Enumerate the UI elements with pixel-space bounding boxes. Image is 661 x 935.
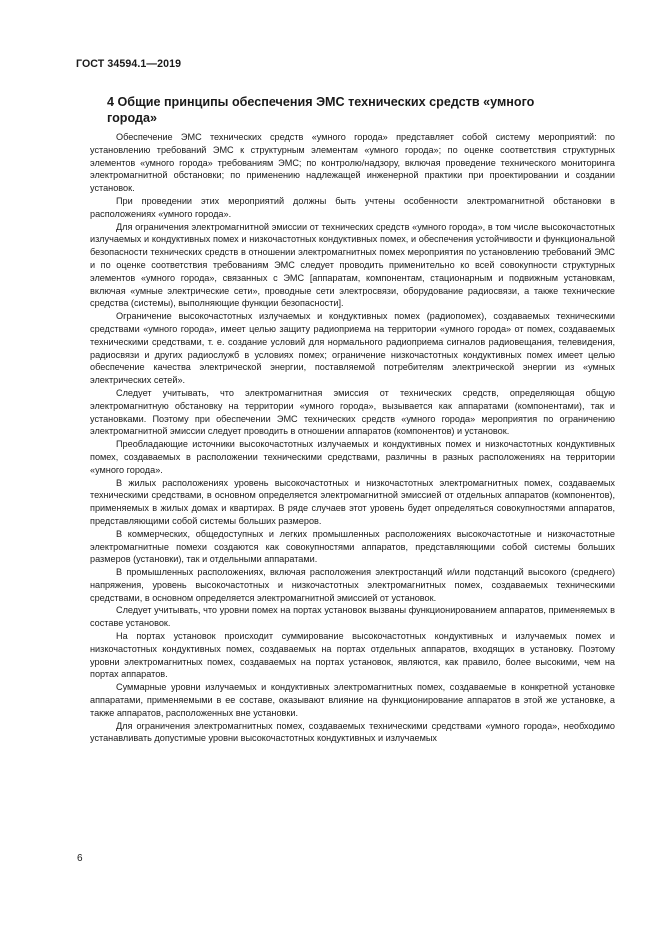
paragraph: В коммерческих, общедоступных и легких промышленных расположениях высокочастотные и низкочастотные электромагнитные помехи создаются как совокупностями аппаратов, представляющими собой системы больших размеров (установки), так и отдельными аппаратами. [90, 528, 615, 565]
paragraph: Преобладающие источники высокочастотных излучаемых и кондуктивных помех и низкочастотных кондуктивных помех, создаваемых в расположении техническими средствами, различны в разных расположениях на территории «умного города». [90, 439, 615, 475]
section-title: 4 Общие принципы обеспечения ЭМС технических средств «умного города» [107, 95, 535, 125]
paragraph: Суммарные уровни излучаемых и кондуктивных электромагнитных помех, создаваемые в конкретной установке аппаратами, применяемыми в ее составе, оказывают влияние на функционирование аппаратов в этой же установке, а также аппаратов, расположенных вне установки. [90, 682, 615, 718]
page-number: 6 [77, 853, 83, 864]
paragraph: Для ограничения электромагнитной эмиссии от технических средств «умного города», в том числе высокочастотных излучаемых и кондуктивных помех и низкочастотных кондуктивных помех, и обеспечения устойчивости и функциональной безопасности технических средств в отношении электромагнитных помех мероприятия по установлению требований ЭМС и по оценке соответствия требованиям ЭМС следует проводить применительно ко всей совокупности структурных элементов «умного города», связанных с ЭМС [аппаратам, компонентам, стационарным и подвижным установкам, включая «умные электрические сети», проводные сети электросвязи, оборудование радиосвязи, а также технические средства (системы), выполняющие функции безопасности]. [90, 221, 615, 309]
paragraph: Следует учитывать, что уровни помех на портах установок вызваны функционированием аппаратов, применяемых в составе установок. [90, 605, 615, 629]
document-header: ГОСТ 34594.1—2019 [76, 58, 182, 70]
paragraph: Следует учитывать, что электромагнитная эмиссия от технических средств, определяющая общую электромагнитную обстановку на территории «умного города», вызывается как аппаратами (компонентами), так и установками. Поэтому при обеспечении ЭМС технических средств «умного города» мероприятия по ограничению электромагнитной эмиссии следует проводить в отношении аппаратов (компонентов) и установок. [90, 387, 615, 437]
paragraph: На портах установок происходит суммирование высокочастотных кондуктивных и излучаемых помех и низкочастотных кондуктивных помех, создаваемых на портах отдельных аппаратов, входящих в установку. Поэтому уровни электромагнитных помех, создаваемых на портах установок, являются, как правило, более высокими, чем на портах аппаратов. [90, 631, 615, 680]
paragraph: В промышленных расположениях, включая расположения электростанций и/или подстанций высокого (среднего) напряжения, уровень высокочастотных и низкочастотных электромагнитных помех, создаваемых техническими средствами, в основном определяется электромагнитной эмиссией от установок. [90, 567, 615, 603]
document-body [90, 131, 615, 745]
paragraph: При проведении этих мероприятий должны быть учтены особенности электромагнитной обстановки в расположениях «умного города». [90, 195, 615, 219]
paragraph: В жилых расположениях уровень высокочастотных и низкочастотных электромагнитных помех, создаваемых техническими средствами, в основном определяется электромагнитной эмиссией от отдельных аппаратов (компонентов), применяемых в жилых домах и квартирах. В ряде случаев этот уровень будет определяться совокупностями аппаратов, представляющими собой системы больших размеров. [90, 477, 615, 526]
paragraph: Обеспечение ЭМС технических средств «умного города» представляет собой систему мероприятий: по установлению требований ЭМС к структурным элементам «умного города»; по оценке соответствия структурных элементов «умного города» требованиям ЭМС; по контролю/надзору, включая проведение технического мониторинга электромагнитной обстановки; по применению надлежащей инженерной практики при проектировании и создании установок. [90, 132, 615, 194]
paragraph: Для ограничения электромагнитных помех, создаваемых техническими средствами «умного города», необходимо устанавливать допустимые уровни высокочастотных кондуктивных и излучаемых [90, 720, 615, 744]
paragraph: Ограничение высокочастотных излучаемых и кондуктивных помех (радиопомех), создаваемых техническими средствами «умного города», имеет целью защиту радиоприема на территории «умного города» от помех, создаваемых техническими средствами, т. е. создание условий для нормального радиоприема сигналов радиовещания, телевидения, радиосвязи и других радиослужб в условиях помех; ограничение низкочастотных кондуктивных помех имеет целью обеспечение качества электрической энергии, поставляемой потребителям электрической энергии из «умных электрических сетей». [90, 311, 615, 386]
